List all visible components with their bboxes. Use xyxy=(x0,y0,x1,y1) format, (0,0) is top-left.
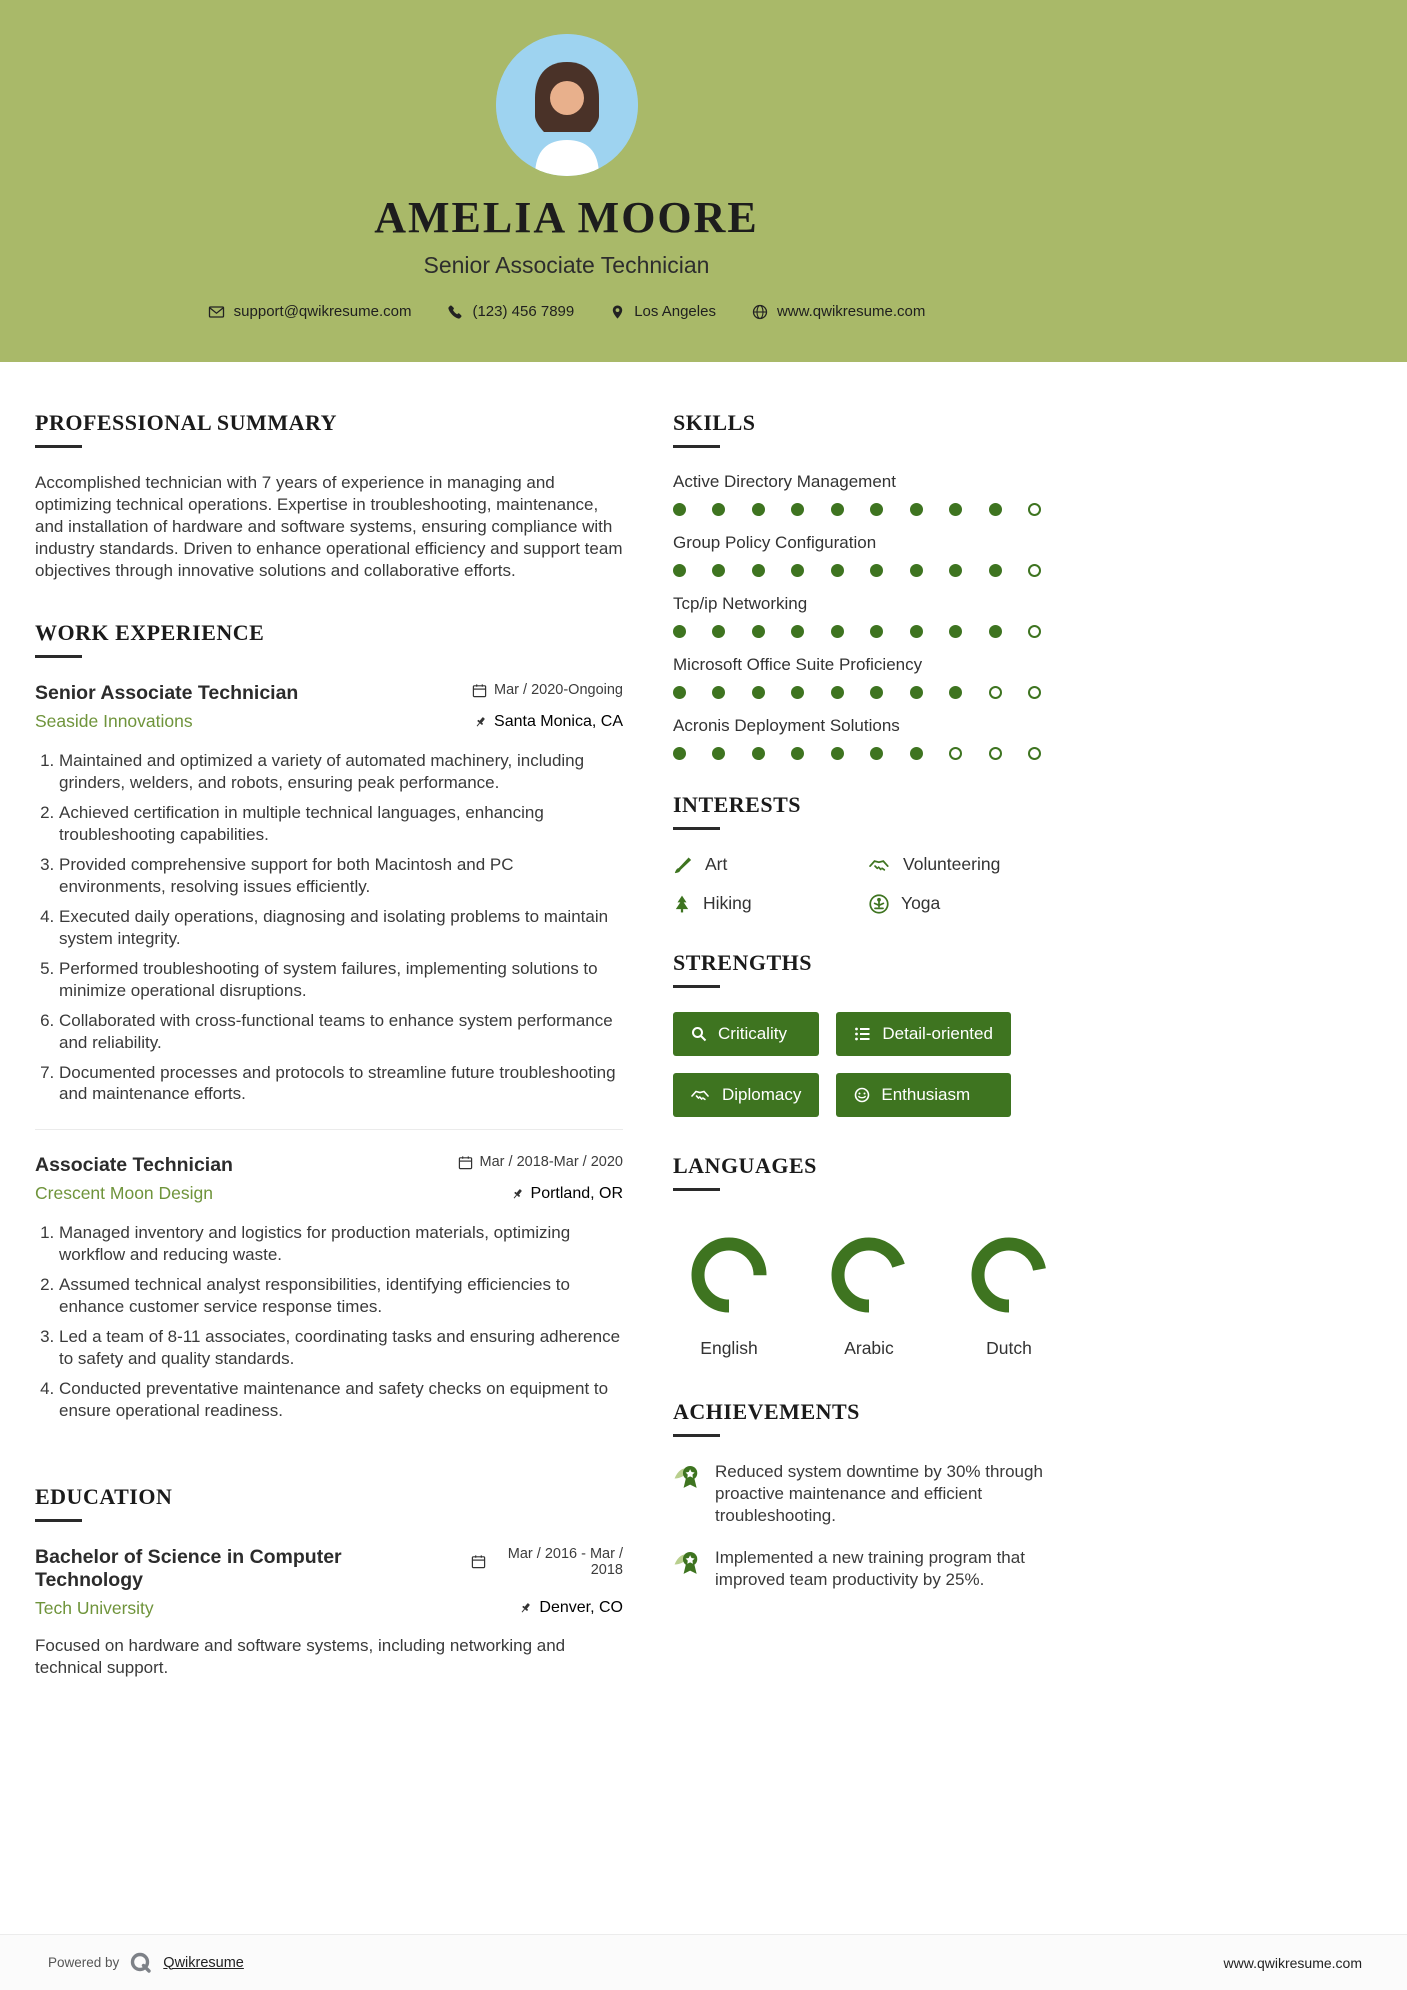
rating-dot xyxy=(949,747,962,760)
job-location-text: Santa Monica, CA xyxy=(494,712,623,730)
bullet-item: 1. Maintained and optimized a variety of automated machinery, including grinders, welders, and robots, ensuring peak performance. xyxy=(59,750,623,794)
rating-dot xyxy=(831,564,844,577)
interest-item xyxy=(869,893,1065,914)
bullet-item: 1. Managed inventory and logistics for production materials, optimizing workflow and reducing waste. xyxy=(59,1222,623,1266)
bullet-item: 3. Led a team of 8-11 associates, coordinating tasks and ensuring adherence to safety and quality standards. xyxy=(59,1326,623,1370)
rating-dot xyxy=(791,503,804,516)
language-name: English xyxy=(700,1338,758,1358)
strength-label: Enthusiasm xyxy=(881,1085,971,1104)
job-title: Senior Associate Technician xyxy=(35,682,299,705)
person-job-title: Senior Associate Technician xyxy=(423,252,710,278)
interest-item xyxy=(869,854,1065,875)
smiley-icon xyxy=(854,1087,870,1103)
bullet-item: 4. Conducted preventative maintenance and safety checks on equipment to ensure operational readiness. xyxy=(59,1378,623,1422)
rating-dot xyxy=(712,625,725,638)
rating-dot xyxy=(673,625,686,638)
rating-dot xyxy=(791,564,804,577)
strengths-section xyxy=(673,950,1065,1117)
rating-dot xyxy=(870,625,883,638)
pushpin-icon xyxy=(474,715,487,729)
rating-dot xyxy=(752,747,765,760)
rating-dot xyxy=(870,503,883,516)
achievement-text: Reduced system downtime by 30% through proactive maintenance and efficient troubleshooting. xyxy=(715,1462,1043,1526)
contact-phone[interactable] xyxy=(447,303,574,320)
contact-location[interactable] xyxy=(610,303,716,320)
interest-label: Yoga xyxy=(901,893,941,913)
skills-section xyxy=(673,410,1065,760)
company-name: Crescent Moon Design xyxy=(35,1183,213,1204)
education-location xyxy=(519,1599,623,1617)
main-content xyxy=(0,362,1407,1679)
rating-dot xyxy=(831,503,844,516)
rating-dot xyxy=(1028,564,1041,577)
right-column xyxy=(673,410,1065,1679)
location-pin-icon xyxy=(610,304,625,320)
education-location-text: Denver, CO xyxy=(539,1599,623,1617)
rating-dot xyxy=(949,503,962,516)
rating-dot xyxy=(712,503,725,516)
paintbrush-icon xyxy=(673,855,693,875)
company-name: Seaside Innovations xyxy=(35,711,193,732)
website-text: www.qwikresume.com xyxy=(776,303,926,320)
rating-dot xyxy=(870,564,883,577)
rating-dot xyxy=(673,686,686,699)
rating-dot xyxy=(673,503,686,516)
job-date-text: Mar / 2018-Mar / 2020 xyxy=(479,1154,623,1171)
rating-dot xyxy=(752,686,765,699)
interest-item xyxy=(673,854,869,875)
achievements-section xyxy=(673,1399,1065,1591)
education-description: Focused on hardware and software systems, including networking and technical support. xyxy=(35,1635,566,1677)
rating-dot xyxy=(989,747,1002,760)
strength-chip xyxy=(836,1073,1011,1117)
achievement-item xyxy=(673,1547,1065,1591)
rating-dot xyxy=(752,564,765,577)
languages-section xyxy=(673,1153,1065,1359)
strength-label: Diplomacy xyxy=(722,1085,802,1104)
header-band xyxy=(0,0,1407,362)
qwikresume-brand-link[interactable]: Qwikresume xyxy=(163,1954,244,1971)
skill-rating-dots xyxy=(673,564,1041,577)
interest-item xyxy=(673,893,869,914)
skill-rating-dots xyxy=(673,503,1041,516)
language-level-arc xyxy=(967,1233,1051,1322)
language-item xyxy=(687,1233,771,1359)
location-text: Los Angeles xyxy=(634,303,716,320)
contact-email[interactable] xyxy=(208,303,412,320)
rating-dot xyxy=(989,503,1002,516)
bullet-item: 7. Documented processes and protocols to streamline future troubleshooting and maintenance efforts. xyxy=(59,1062,623,1106)
skills-heading: SKILLS xyxy=(673,410,1065,448)
rating-dot xyxy=(910,625,923,638)
qwikresume-logo-icon xyxy=(129,1951,153,1975)
rating-dot xyxy=(870,686,883,699)
job-date-text: Mar / 2020-Ongoing xyxy=(494,682,623,699)
language-level-arc xyxy=(687,1233,771,1322)
achievement-item xyxy=(673,1461,1065,1527)
job-entry xyxy=(35,1154,623,1421)
award-icon xyxy=(673,1463,701,1491)
interest-label: Volunteering xyxy=(903,854,1001,874)
skill-label: Tcp/ip Networking xyxy=(673,594,808,613)
rating-dot xyxy=(712,686,725,699)
skill-item xyxy=(673,533,1065,577)
language-level-arc xyxy=(827,1233,911,1322)
rating-dot xyxy=(831,747,844,760)
bullet-item: 4. Executed daily operations, diagnosing and isolating problems to maintain system integrity. xyxy=(59,906,623,950)
job-entry xyxy=(35,682,623,1105)
achievement-text: Implemented a new training program that improved team productivity by 25%. xyxy=(715,1548,1025,1590)
footer-website-link[interactable]: www.qwikresume.com xyxy=(1223,1954,1362,1971)
work-experience-section xyxy=(35,620,623,1421)
rating-dot xyxy=(910,564,923,577)
language-item xyxy=(967,1233,1051,1359)
powered-by-label: Powered by xyxy=(48,1955,120,1970)
strength-chip xyxy=(836,1012,1011,1056)
strength-label: Detail-oriented xyxy=(882,1024,993,1043)
person-name: AMELIA MOORE xyxy=(374,193,759,242)
footer-bar xyxy=(0,1934,1407,1990)
email-text: support@qwikresume.com xyxy=(233,303,412,320)
interests-section xyxy=(673,792,1065,914)
strength-label: Criticality xyxy=(718,1024,787,1043)
contact-row xyxy=(35,303,1098,320)
bullet-item: 5. Performed troubleshooting of system failures, implementing solutions to minimize operational disruptions. xyxy=(59,958,623,1002)
rating-dot xyxy=(1028,625,1041,638)
yoga-icon xyxy=(869,894,889,914)
language-name: Arabic xyxy=(844,1338,894,1358)
skill-rating-dots xyxy=(673,747,1041,760)
rating-dot xyxy=(712,564,725,577)
job-divider xyxy=(35,1129,623,1130)
profile-photo xyxy=(496,34,638,176)
rating-dot xyxy=(1028,503,1041,516)
job-title: Associate Technician xyxy=(35,1154,233,1177)
interest-label: Hiking xyxy=(703,893,752,913)
pine-tree-icon xyxy=(673,894,691,914)
language-item xyxy=(827,1233,911,1359)
rating-dot xyxy=(870,747,883,760)
rating-dot xyxy=(752,503,765,516)
interests-heading: INTERESTS xyxy=(673,792,1065,830)
school-name: Tech University xyxy=(35,1597,154,1618)
email-icon xyxy=(208,304,225,320)
job-bullet-list xyxy=(35,1222,623,1421)
education-date xyxy=(471,1546,623,1578)
rating-dot xyxy=(1028,747,1041,760)
bullet-item: 3. Provided comprehensive support for both Macintosh and PC environments, resolving issues efficiently. xyxy=(59,854,623,898)
language-name: Dutch xyxy=(986,1338,1032,1358)
rating-dot xyxy=(989,686,1002,699)
rating-dot xyxy=(910,747,923,760)
skill-label: Microsoft Office Suite Proficiency xyxy=(673,655,923,674)
skill-label: Acronis Deployment Solutions xyxy=(673,716,900,735)
contact-website[interactable] xyxy=(752,303,925,320)
degree-title: Bachelor of Science in Computer Technology xyxy=(35,1545,342,1591)
rating-dot xyxy=(831,625,844,638)
phone-icon xyxy=(447,304,463,320)
job-location xyxy=(511,1185,623,1203)
job-location xyxy=(474,713,623,731)
rating-dot xyxy=(989,564,1002,577)
pushpin-icon xyxy=(511,1187,524,1201)
job-location-text: Portland, OR xyxy=(530,1184,623,1202)
bullet-item: 6. Collaborated with cross-functional teams to enhance system performance and reliability. xyxy=(59,1010,623,1054)
rating-dot xyxy=(791,686,804,699)
rating-dot xyxy=(949,686,962,699)
education-date-text: Mar / 2016 - Mar / 2018 xyxy=(507,1545,623,1578)
education-section xyxy=(35,1484,623,1679)
skill-label: Group Policy Configuration xyxy=(673,533,877,552)
education-heading: EDUCATION xyxy=(35,1484,623,1522)
summary-text: Accomplished technician with 7 years of experience in managing and optimizing technical operations. Expertise in troubleshooting, maintenance, and installation of hardware and software systems, ensuring compliance with industry standards. Driven to enhance operational efficiency and support team objectives through innovative solutions and collaborative efforts. xyxy=(35,473,623,581)
award-icon xyxy=(673,1549,701,1577)
rating-dot xyxy=(989,625,1002,638)
professional-summary-section xyxy=(35,410,623,582)
skill-item xyxy=(673,594,1065,638)
handshake-icon xyxy=(869,856,891,874)
job-date xyxy=(458,1154,623,1170)
achievements-heading: ACHIEVEMENTS xyxy=(673,1399,1065,1437)
job-bullet-list xyxy=(35,750,623,1105)
rating-dot xyxy=(791,625,804,638)
rating-dot xyxy=(673,564,686,577)
interest-label: Art xyxy=(705,854,728,874)
rating-dot xyxy=(910,686,923,699)
globe-icon xyxy=(752,304,768,320)
skill-item xyxy=(673,716,1065,760)
pushpin-icon xyxy=(519,1601,532,1615)
rating-dot xyxy=(949,564,962,577)
bullet-item: 2. Assumed technical analyst responsibilities, identifying efficiencies to enhance customer service response times. xyxy=(59,1274,623,1318)
phone-text: (123) 456 7899 xyxy=(472,303,575,320)
rating-dot xyxy=(791,747,804,760)
strengths-heading: STRENGTHS xyxy=(673,950,1065,988)
summary-heading: PROFESSIONAL SUMMARY xyxy=(35,410,623,448)
rating-dot xyxy=(752,625,765,638)
skill-rating-dots xyxy=(673,686,1041,699)
left-column xyxy=(35,410,623,1679)
rating-dot xyxy=(831,686,844,699)
rating-dot xyxy=(949,625,962,638)
calendar-icon xyxy=(472,683,487,698)
rating-dot xyxy=(712,747,725,760)
rating-dot xyxy=(910,503,923,516)
rating-dot xyxy=(1028,686,1041,699)
magnifier-icon xyxy=(691,1026,707,1042)
calendar-icon xyxy=(458,1155,473,1170)
job-date xyxy=(472,682,623,698)
skill-label: Active Directory Management xyxy=(673,472,896,491)
avatar xyxy=(496,34,638,176)
work-heading: WORK EXPERIENCE xyxy=(35,620,623,658)
bullet-item: 2. Achieved certification in multiple technical languages, enhancing troubleshooting capabilities. xyxy=(59,802,623,846)
strength-chip xyxy=(673,1073,819,1117)
calendar-icon xyxy=(471,1554,486,1569)
skill-rating-dots xyxy=(673,625,1041,638)
languages-heading: LANGUAGES xyxy=(673,1153,1065,1191)
rating-dot xyxy=(673,747,686,760)
handshake-icon xyxy=(691,1087,711,1103)
strength-chip xyxy=(673,1012,819,1056)
list-icon xyxy=(854,1026,871,1042)
skill-item xyxy=(673,655,1065,699)
skill-item xyxy=(673,472,1065,516)
